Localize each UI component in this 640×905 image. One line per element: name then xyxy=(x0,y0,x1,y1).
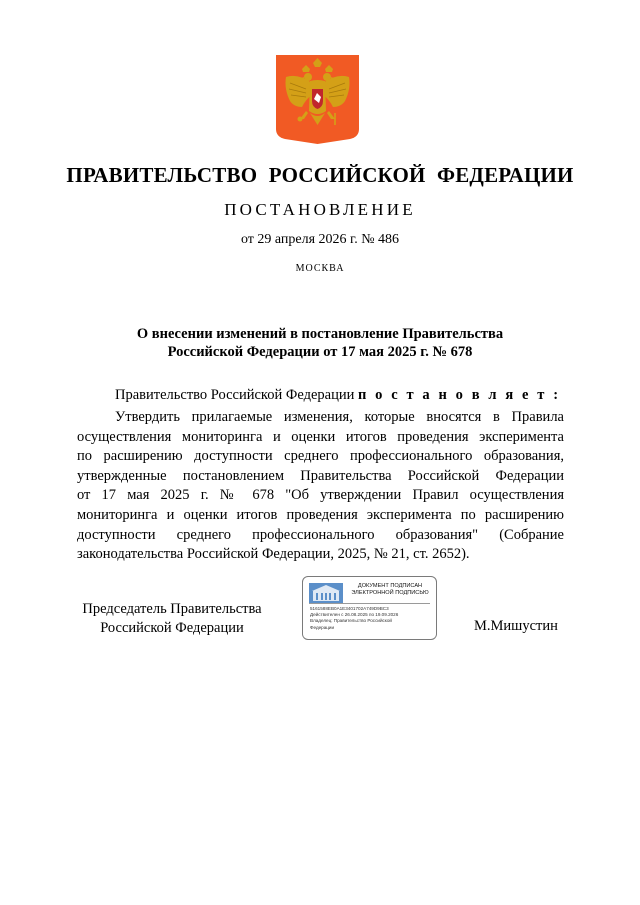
body-line: законодательства Российской Федерации, 2025, № 21, ст. 2652). xyxy=(77,546,470,563)
preamble-resolves: п о с т а н о в л я е т : xyxy=(357,387,561,403)
stamp-title-line-1: ДОКУМЕНТ ПОДПИСАН xyxy=(357,583,423,589)
position-line-1: Председатель Правительства xyxy=(82,601,262,617)
stamp-serial: 5161588EB0A1E3401702A749D9BC3 xyxy=(310,606,389,611)
document-city: МОСКВА xyxy=(295,263,345,274)
government-title: ПРАВИТЕЛЬСТВО РОССИЙСКОЙ ФЕДЕРАЦИИ xyxy=(66,163,574,187)
document-date-number: от 29 апреля 2026 г. № 486 xyxy=(240,232,400,247)
body-line: утвержденные постановлением Правительства Российской Федерации xyxy=(77,467,564,484)
stamp-title xyxy=(347,583,433,597)
body-line: Утвердить прилагаемые изменения, которые вносятся в Правила xyxy=(115,409,564,425)
resolution-body xyxy=(77,408,564,565)
stamp-title-line-2: ЭЛЕКТРОННОЙ ПОДПИСЬЮ xyxy=(351,590,429,596)
stamp-owner-line-1: Владелец: Правительство Российской xyxy=(310,618,392,624)
body-line: осуществления мониторинга и оценки итогов проведения эксперимента xyxy=(77,428,564,445)
electronic-signature-stamp xyxy=(302,576,437,640)
body-line: по расширению доступности среднего профессионального образования, xyxy=(77,448,564,465)
coat-of-arms-icon xyxy=(276,55,359,144)
stamp-divider xyxy=(309,603,430,604)
subject-line-1: О внесении изменений в постановление Правительства xyxy=(136,326,504,342)
body-line: от 17 мая 2025 г. № 678 "Об утверждении Правил осуществления xyxy=(77,487,564,504)
position-line-2: Российской Федерации xyxy=(100,620,244,636)
preamble xyxy=(115,387,561,404)
stamp-details xyxy=(310,606,434,631)
body-line: мониторинга и оценки итогов проведения эксперимента по расширению xyxy=(77,506,564,523)
stamp-owner-line-2: Федерации xyxy=(310,624,335,630)
preamble-text: Правительство Российской Федерации xyxy=(115,387,358,403)
signatory-name: М.Мишустин xyxy=(474,618,558,634)
document-subject xyxy=(0,325,640,361)
document-type: ПОСТАНОВЛЕНИЕ xyxy=(224,200,416,219)
signatory-position xyxy=(77,600,267,638)
body-line: доступности среднего профессионального образования" (Собрание xyxy=(77,526,564,543)
government-building-icon xyxy=(309,583,343,603)
stamp-validity: Действителен с 26.08.2025 по 19.09.2026 xyxy=(310,612,399,618)
subject-line-2: Российской Федерации от 17 мая 2025 г. № 678 xyxy=(167,344,473,360)
